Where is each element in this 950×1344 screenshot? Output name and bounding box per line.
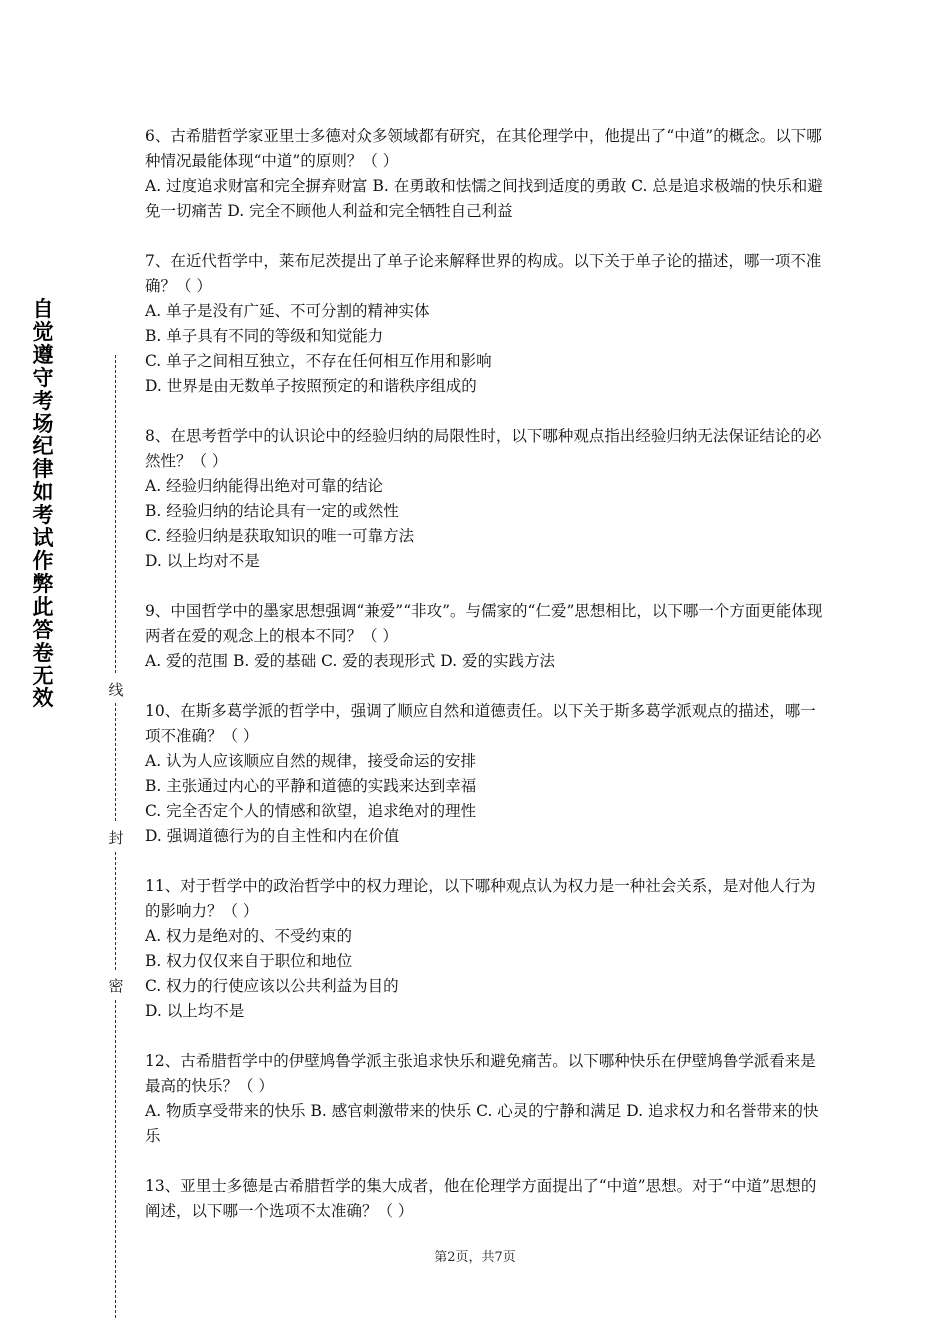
option-b: B. 经验归纳的结论具有一定的或然性: [145, 502, 399, 520]
option-d: D. 世界是由无数单子按照预定的和谐秩序组成的: [145, 377, 477, 395]
question-list: [145, 124, 825, 1249]
question-options: A. 过度追求财富和完全摒弃财富 B. 在勇敢和怯懦之间找到适度的勇敢 C. 总是追求极端的快乐和避免一切痛苦 D. 完全不顾他人利益和完全牺牲自己利益: [145, 177, 823, 220]
option-a: A. 认为人应该顺应自然的规律，接受命运的安排: [145, 752, 477, 770]
option-c: C. 完全否定个人的情感和欲望，追求绝对的理性: [145, 802, 477, 820]
question-6: [145, 124, 825, 224]
binding-label-secret: 密: [108, 977, 124, 995]
dashed-line-segment: [115, 355, 116, 673]
question-stem: 13、亚里士多德是古希腊哲学的集大成者，他在伦理学方面提出了“中道”思想。对于“中道”思想的阐述，以下哪一个选项不太准确？（ ）: [145, 1177, 817, 1220]
question-8: [145, 424, 825, 574]
question-stem: 10、在斯多葛学派的哲学中，强调了顺应自然和道德责任。以下关于斯多葛学派观点的描述，哪一项不准确？（ ）: [145, 702, 816, 745]
option-c: C. 经验归纳是获取知识的唯一可靠方法: [145, 527, 415, 545]
dashed-line-segment: [115, 852, 116, 970]
binding-label-line: 线: [108, 681, 124, 699]
question-13: [145, 1174, 825, 1224]
question-stem: 9、中国哲学中的墨家思想强调“兼爱”“非攻”。与儒家的“仁爱”思想相比，以下哪一个方面更能体现两者在爱的观念上的根本不同？（ ）: [145, 602, 823, 645]
question-stem: 11、对于哲学中的政治哲学中的权力理论，以下哪种观点认为权力是一种社会关系，是对他人行为的影响力？（ ）: [145, 877, 816, 920]
question-10: [145, 699, 825, 849]
binding-line: [104, 355, 128, 1320]
option-a: A. 经验归纳能得出绝对可靠的结论: [145, 477, 384, 495]
option-d: D. 以上均不是: [145, 1002, 245, 1020]
question-stem: 7、在近代哲学中，莱布尼茨提出了单子论来解释世界的构成。以下关于单子论的描述，哪一项不准确？（ ）: [145, 252, 822, 295]
dashed-line-segment: [115, 703, 116, 821]
question-stem: 8、在思考哲学中的认识论中的经验归纳的局限性时，以下哪种观点指出经验归纳无法保证结论的必然性？（ ）: [145, 427, 822, 470]
option-b: B. 权力仅仅来自于职位和地位: [145, 952, 353, 970]
dashed-line-segment: [115, 1000, 116, 1318]
option-b: B. 主张通过内心的平静和道德的实践来达到幸福: [145, 777, 477, 795]
question-9: [145, 599, 825, 674]
option-c: C. 单子之间相互独立，不存在任何相互作用和影响: [145, 352, 492, 370]
option-a: A. 单子是没有广延、不可分割的精神实体: [145, 302, 430, 320]
option-d: D. 以上均对不是: [145, 552, 260, 570]
question-12: [145, 1049, 825, 1149]
question-stem: 6、古希腊哲学家亚里士多德对众多领域都有研究，在其伦理学中，他提出了“中道”的概念。以下哪种情况最能体现“中道”的原则？（ ）: [145, 127, 822, 170]
question-7: [145, 249, 825, 399]
option-c: C. 权力的行使应该以公共利益为目的: [145, 977, 399, 995]
page-number: 第2页，共7页: [434, 1250, 516, 1265]
option-a: A. 权力是绝对的、不受约束的: [145, 927, 353, 945]
question-options: A. 物质享受带来的快乐 B. 感官刺激带来的快乐 C. 心灵的宁静和满足 D. 追求权力和名誉带来的快乐: [145, 1102, 819, 1145]
binding-label-seal: 封: [108, 829, 124, 847]
exam-discipline-notice: 自觉遵守考场纪律如考试作弊此答卷无效: [32, 297, 54, 711]
option-d: D. 强调道德行为的自主性和内在价值: [145, 827, 400, 845]
question-11: [145, 874, 825, 1024]
question-options: A. 爱的范围 B. 爱的基础 C. 爱的表现形式 D. 爱的实践方法: [145, 652, 555, 670]
question-stem: 12、古希腊哲学中的伊壁鸠鲁学派主张追求快乐和避免痛苦。以下哪种快乐在伊壁鸠鲁学派看来是最高的快乐？（ ）: [145, 1052, 816, 1095]
option-b: B. 单子具有不同的等级和知觉能力: [145, 327, 384, 345]
